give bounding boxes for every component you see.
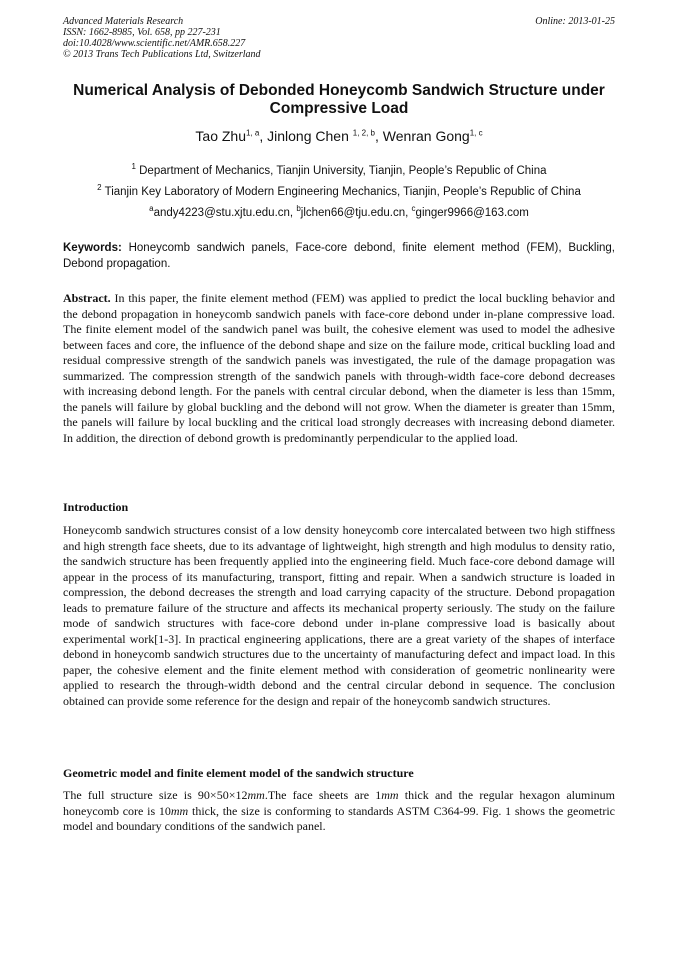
online-date: Online: 2013-01-25 (535, 16, 615, 27)
email-text: jlchen66@tju.edu.cn, (300, 207, 409, 219)
abstract-text: In this paper, the finite element method (FEM) was applied to predict the local buckling behavior and the debond propagation in honeycomb sandwich panels with face-core debond under in-plane compressive load. The finite element model of the sandwich panel was built, the cohesive element was used to model the adhesive between faces and core, the influence of the debond shape and size on the failure mode, critical buckling load and residual compressive strength of the sandwich panels was investigated, the rule of the damage propagation was summarized. The compression strength of the sandwich panels with through-width face-core debond decreases with increasing debond length. For the panels with central circular debond, when the diameter is less than 15mm, the panels will failure by global buckling and the debond will not grow. When the diameter is greater than 15mm, the panels will failure by local buckling and the critical load strongly decreases with increasing debond diameter. In addition, the direction of debond growth is predominantly perpendicular to the applied load. (63, 291, 615, 445)
email-text: ginger9966@163.com (415, 207, 529, 219)
author-list: Tao Zhu$^{1, a}$, Jinlong Chen $^{1, 2, b}$, Wenran Gong$^{1, c}$ (195, 128, 483, 144)
copyright-line: © 2013 Trans Tech Publications Ltd, Switzerland (63, 49, 261, 60)
keywords-text: Honeycomb sandwich panels, Face-core debond, finite element method (FEM), Buckling, Debond propagation. (63, 242, 615, 270)
journal-name: Advanced Materials Research (63, 16, 184, 27)
email-sup: b (296, 204, 301, 214)
geometric-model-paragraph (63, 788, 615, 835)
email-text: andy4223@stu.xjtu.edu.cn, (153, 207, 294, 219)
keywords-block (63, 240, 615, 272)
doi-line: doi:10.4028/www.scientific.net/AMR.658.227 (63, 38, 246, 49)
abstract-block (63, 291, 615, 446)
intro-heading: Introduction (63, 500, 129, 514)
email-sup: c (411, 204, 416, 214)
affiliation-text: Tianjin Key Laboratory of Modern Engineering Mechanics, Tianjin, People’s Republic of China (104, 186, 581, 198)
author-sup: 1, 2, b (352, 128, 375, 138)
geo-unit: mm (170, 803, 189, 818)
geo-unit: mm (381, 788, 399, 802)
email-line (63, 206, 615, 220)
affiliation-sup: 2 (97, 183, 102, 193)
email-sup: a (149, 204, 154, 214)
author-name: Wenran Gong (382, 128, 470, 144)
issn-line: ISSN: 1662-8985, Vol. 658, pp 227-231 (63, 27, 221, 38)
journal-header (63, 16, 261, 60)
geo-text: thick, the size is conforming to standards ASTM C364-99. Fig. 1 shows the geometric model and boundary conditions of the sandwich panel. (63, 803, 615, 834)
affiliation-sup: 1 (131, 162, 136, 172)
author-sup: 1, a (246, 128, 260, 138)
affiliation-1 (63, 164, 615, 178)
keywords-label: Keywords: (63, 242, 122, 254)
affiliation-text: Department of Mechanics, Tianjin University, Tianjin, People’s Republic of China (139, 165, 547, 177)
author-name: Jinlong Chen (267, 128, 349, 144)
geo-text: The full structure size is 90×50×12 (63, 788, 248, 802)
geo-unit: mm (247, 788, 265, 802)
intro-paragraph: Honeycomb sandwich structures consist of a low density honeycomb core intercalated between two high stiffness and high strength face sheets, due to its advantage of lightweight, high strength and high modulus to density ratio, the sandwich structure has been frequently applied into the engineering field. Much face-core debond damage will appear in the process of its manufacturing, transport, fitting and repair. When a sandwich structure is loaded in compression, the debond decreases the strength and load carrying capacity of the structure. Debond propagation leads to premature failure of the structure and affects its mechanical property seriously. The study on the failure mode of sandwich structures with face-core debond under in-plane compressive load is basically about experimental work[1-3]. In practical engineering applications, there are a great variety of the shapes of interface debond in honeycomb sandwich structures due to the uncertainty of manufacturing defect and impact load. In this paper, the cohesive element and the finite element method with consideration of geometric nonlinearity were applied to research the through-width debond and the central circular debond in sequence. The conclusion obtained can provide some reference for the design and repair of the honeycomb sandwich structures. (63, 523, 615, 709)
paper-title: Numerical Analysis of Debonded Honeycomb Sandwich Structure under Compressive Load (73, 82, 605, 117)
author-sup: 1, c (469, 128, 483, 138)
abstract-label: Abstract. (63, 291, 111, 305)
geometric-model-heading: Geometric model and finite element model of the sandwich structure (63, 766, 414, 780)
affiliation-2 (63, 185, 615, 199)
geo-text: .The face sheets are 1 (264, 788, 382, 802)
author-name: Tao Zhu (195, 128, 246, 144)
geo-text: thick and the regular hexagon aluminum honeycomb core is 10 (63, 788, 616, 818)
